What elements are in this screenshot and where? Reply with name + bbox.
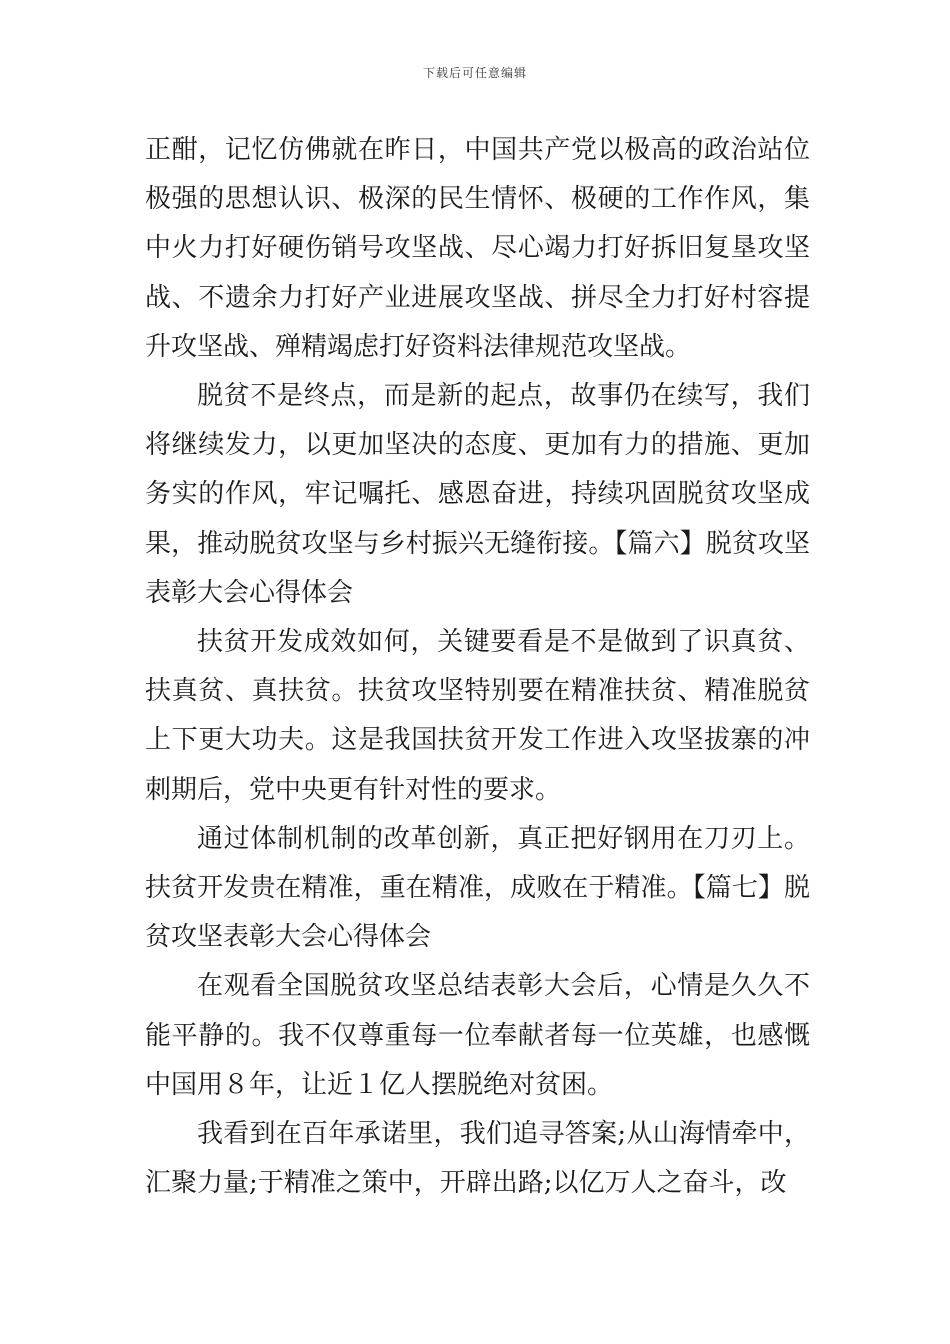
paragraph-1: 正酣，记忆仿佛就在昨日，中国共产党以极高的政治站位极强的思想认识、极深的民生情怀、极硬的工作作风，集中火力打好硬伤销号攻坚战、尽心竭力打好拆旧复垦攻坚战、不遗余力打好产业进展攻坚战、拼尽全力打好村容提升攻坚战、殚精竭虑打好资料法律规范攻坚战。 [145,135,810,362]
paragraph-4: 通过体制机制的改革创新，真正把好钢用在刀刃上。扶贫开发贵在精准，重在精准，成败在于精准。【篇七】脱贫攻坚表彰大会心得体会 [145,823,810,953]
page-header-note: 下载后可任意编辑 [422,66,527,80]
paragraph-5: 在观看全国脱贫攻坚总结表彰大会后，心情是久久不能平静的。我不仅尊重每一位奉献者每一位英雄，也感慨中国用８年，让近１亿人摆脱绝对贫困。 [145,971,810,1100]
paragraph-3: 扶贫开发成效如何，关键要看是不是做到了识真贫、扶真贫、真扶贫。扶贫攻坚特别要在精准扶贫、精准脱贫上下更大功夫。这是我国扶贫开发工作进入攻坚拔寨的冲刺期后，党中央更有针对性的要求。 [145,627,810,805]
paragraph-6: 我看到在百年承诺里，我们追寻答案;从山海情牵中，汇聚力量;于精准之策中，开辟出路;以亿万人之奋斗，改 [145,1119,810,1199]
paragraph-2: 脱贫不是终点，而是新的起点，故事仍在续写，我们将继续发力，以更加坚决的态度、更加有力的措施、更加务实的作风，牢记嘱托、感恩奋进，持续巩固脱贫攻坚成果，推动脱贫攻坚与乡村振兴无缝衔接。【篇六】脱贫攻坚表彰大会心得体会 [145,381,810,608]
document-body [145,126,810,1208]
